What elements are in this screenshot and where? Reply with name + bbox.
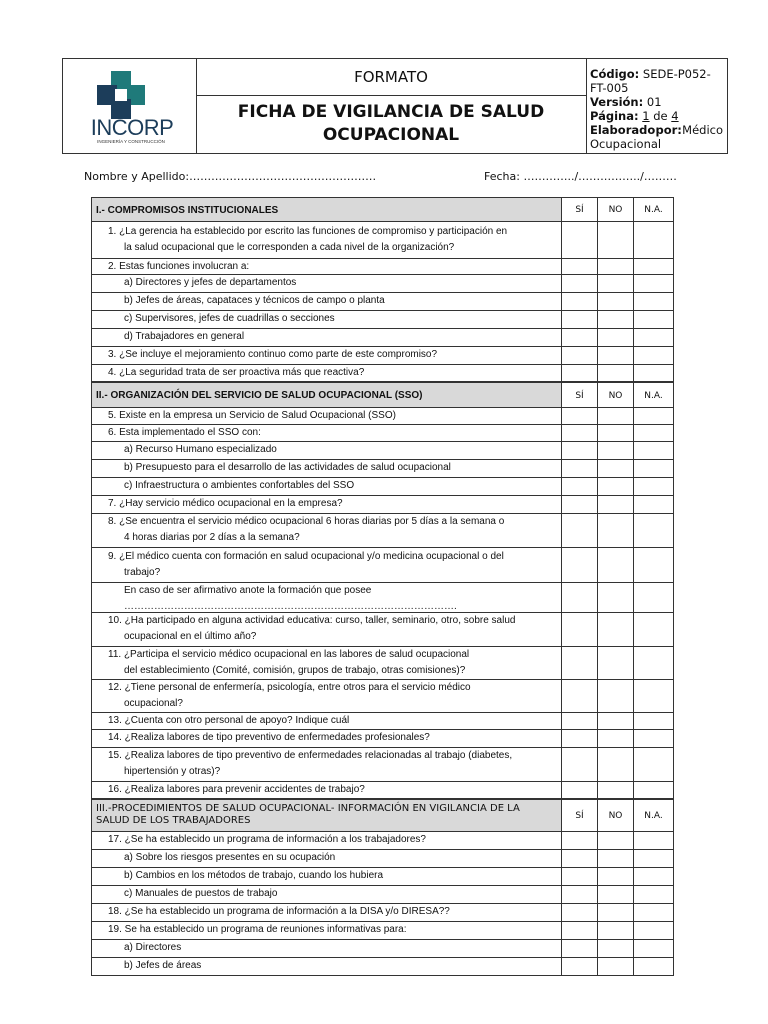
answer-na-cell[interactable]: [634, 514, 673, 547]
question-line: 9. ¿El médico cuenta con formación en salud ocupacional y/o medicina ocupacional o del: [108, 551, 504, 562]
col-header-no: NO: [598, 800, 634, 831]
answer-no-cell[interactable]: [598, 886, 634, 903]
question-text: [92, 329, 562, 346]
answer-si-cell[interactable]: [562, 958, 598, 975]
table-row: [91, 832, 674, 850]
table-row: [91, 713, 674, 730]
answer-si-cell[interactable]: [562, 904, 598, 921]
section-header-row: [91, 799, 674, 832]
table-row: [91, 583, 674, 613]
answer-si-cell[interactable]: [562, 868, 598, 885]
question-line: ocupacional en el último año?: [124, 631, 257, 642]
answer-si-cell[interactable]: [562, 730, 598, 747]
question-line: del establecimiento (Comité, comisión, grupos de trabajo, otras comisiones)?: [124, 665, 466, 676]
answer-na-cell[interactable]: [634, 222, 673, 258]
col-header-si: SÍ: [562, 800, 598, 831]
answer-no-cell[interactable]: [598, 442, 634, 459]
table-row: [91, 347, 674, 365]
question-text: [92, 259, 562, 274]
question-line: ……………………………………………………………………………………….: [124, 601, 457, 612]
answer-na-cell[interactable]: [634, 782, 673, 798]
answer-no-cell[interactable]: [598, 496, 634, 513]
question-line: la salud ocupacional que le corresponden a cada nivel de la organización?: [124, 242, 455, 253]
table-row: [91, 365, 674, 382]
col-header-no: NO: [598, 383, 634, 407]
answer-no-cell[interactable]: [598, 408, 634, 424]
question-line: a) Sobre los riesgos presentes en su ocupación: [124, 852, 336, 863]
answer-no-cell[interactable]: [598, 782, 634, 798]
question-line: 8. ¿Se encuentra el servicio médico ocupacional 6 horas diarias por 5 días a la semana o: [108, 516, 505, 527]
table-row: [91, 222, 674, 259]
col-header-si: SÍ: [562, 383, 598, 407]
answer-na-cell[interactable]: [634, 425, 673, 441]
answer-no-cell[interactable]: [598, 222, 634, 258]
answer-no-cell[interactable]: [598, 311, 634, 328]
table-row: [91, 259, 674, 275]
answer-no-cell[interactable]: [598, 832, 634, 849]
question-line: c) Infraestructura o ambientes confortables del SSO: [124, 480, 355, 491]
answer-na-cell[interactable]: [634, 408, 673, 424]
pagina-num: 1: [642, 109, 650, 123]
answer-si-cell[interactable]: [562, 329, 598, 346]
pagina-label: Página:: [590, 109, 639, 123]
answer-na-cell[interactable]: [634, 583, 673, 612]
answer-si-cell[interactable]: [562, 782, 598, 798]
answer-no-cell[interactable]: [598, 730, 634, 747]
answer-si-cell[interactable]: [562, 940, 598, 957]
answer-no-cell[interactable]: [598, 904, 634, 921]
table-row: [91, 442, 674, 460]
answer-na-cell[interactable]: [634, 613, 673, 646]
table-row: [91, 940, 674, 958]
answer-na-cell[interactable]: [634, 922, 673, 939]
answer-na-cell[interactable]: [634, 548, 673, 582]
question-line: 16. ¿Realiza labores para prevenir accidentes de trabajo?: [108, 784, 365, 795]
answer-na-cell[interactable]: [634, 713, 673, 729]
fecha-field: Fecha: …………../……………../………: [484, 170, 677, 183]
answer-si-cell[interactable]: [562, 259, 598, 274]
answer-si-cell[interactable]: [562, 365, 598, 381]
question-text: [92, 311, 562, 328]
answer-na-cell[interactable]: [634, 347, 673, 364]
question-line: trabajo?: [124, 567, 161, 578]
answer-si-cell[interactable]: [562, 850, 598, 867]
answer-no-cell[interactable]: [598, 868, 634, 885]
answer-no-cell[interactable]: [598, 259, 634, 274]
table-row: [91, 782, 674, 799]
question-text: [92, 425, 562, 441]
question-line: d) Trabajadores en general: [124, 331, 245, 342]
answer-si-cell[interactable]: [562, 583, 598, 612]
question-line: 14. ¿Realiza labores de tipo preventivo de enfermedades profesionales?: [108, 732, 430, 743]
table-row: [91, 647, 674, 680]
company-name: INCORP: [90, 115, 174, 140]
question-line: 1. ¿La gerencia ha establecido por escrito las funciones de compromiso y participación en: [108, 226, 508, 237]
answer-na-cell[interactable]: [634, 886, 673, 903]
answer-na-cell[interactable]: [634, 365, 673, 381]
version-label: Versión:: [590, 95, 644, 109]
table-row: [91, 425, 674, 442]
answer-si-cell[interactable]: [562, 496, 598, 513]
question-line: c) Manuales de puestos de trabajo: [124, 888, 278, 899]
answer-na-cell[interactable]: [634, 442, 673, 459]
question-line: 4. ¿La seguridad trata de ser proactiva más que reactiva?: [108, 367, 365, 378]
question-line: b) Jefes de áreas, capataces y técnicos de campo o planta: [124, 295, 385, 306]
table-row: [91, 408, 674, 425]
answer-si-cell[interactable]: [562, 713, 598, 729]
answer-no-cell[interactable]: [598, 347, 634, 364]
question-text: [92, 730, 562, 747]
section-title-text: II.- ORGANIZACIÓN DEL SERVICIO DE SALUD OCUPACIONAL (SSO): [96, 390, 423, 401]
answer-no-cell[interactable]: [598, 940, 634, 957]
answer-na-cell[interactable]: [634, 329, 673, 346]
answer-si-cell[interactable]: [562, 408, 598, 424]
question-text: [92, 647, 562, 679]
elaborado-value: Médico: [682, 123, 723, 137]
question-line: 5. Existe en la empresa un Servicio de Salud Ocupacional (SSO): [108, 410, 396, 421]
question-text: [92, 832, 562, 849]
question-line: 15. ¿Realiza labores de tipo preventivo de enfermedades relacionadas al trabajo (diabetes,: [108, 750, 513, 761]
answer-si-cell[interactable]: [562, 460, 598, 477]
answer-na-cell[interactable]: [634, 748, 673, 781]
question-line: 18. ¿Se ha establecido un programa de información a la DISA y/o DIRESA??: [108, 906, 450, 917]
version-value: 01: [646, 95, 662, 109]
question-text: [92, 958, 562, 975]
answer-na-cell[interactable]: [634, 958, 673, 975]
answer-si-cell[interactable]: [562, 425, 598, 441]
table-row: [91, 958, 674, 976]
answer-na-cell[interactable]: [634, 680, 673, 712]
question-line: En caso de ser afirmativo anote la formación que posee: [124, 585, 372, 596]
answer-no-cell[interactable]: [598, 680, 634, 712]
codigo-value: SEDE-P052-FT-005: [590, 67, 711, 95]
table-row: [91, 886, 674, 904]
answer-no-cell[interactable]: [598, 613, 634, 646]
table-row: [91, 850, 674, 868]
table-row: [91, 329, 674, 347]
table-row: [91, 311, 674, 329]
question-text: [92, 922, 562, 939]
answer-si-cell[interactable]: [562, 275, 598, 292]
question-text: [92, 222, 562, 258]
answer-no-cell[interactable]: [598, 850, 634, 867]
question-line: 4 horas diarias por 2 días a la semana?: [124, 532, 300, 543]
answer-si-cell[interactable]: [562, 347, 598, 364]
answer-si-cell[interactable]: [562, 514, 598, 547]
section-header-row: [91, 197, 674, 222]
answer-na-cell[interactable]: [634, 940, 673, 957]
answer-na-cell[interactable]: [634, 293, 673, 310]
section-header-row: [91, 382, 674, 408]
page-title: [196, 96, 586, 153]
answer-no-cell[interactable]: [598, 713, 634, 729]
col-header-na: N.A.: [634, 383, 673, 407]
answer-no-cell[interactable]: [598, 548, 634, 582]
answer-si-cell[interactable]: [562, 311, 598, 328]
answer-na-cell[interactable]: [634, 275, 673, 292]
answer-si-cell[interactable]: [562, 442, 598, 459]
question-line: 10. ¿Ha participado en alguna actividad educativa: curso, taller, seminario, otro, sobre salud: [108, 615, 516, 626]
document-header: [62, 58, 728, 154]
question-line: a) Recurso Humano especializado: [124, 444, 277, 455]
question-line: 2. Estas funciones involucran a:: [108, 261, 250, 272]
answer-no-cell[interactable]: [598, 478, 634, 495]
answer-na-cell[interactable]: [634, 904, 673, 921]
table-row: [91, 514, 674, 548]
question-text: [92, 548, 562, 582]
answer-no-cell[interactable]: [598, 329, 634, 346]
table-row: [91, 613, 674, 647]
table-row: [91, 904, 674, 922]
answer-na-cell[interactable]: [634, 259, 673, 274]
question-text: [92, 293, 562, 310]
question-text: [92, 478, 562, 495]
question-line: 13. ¿Cuenta con otro personal de apoyo? Indique cuál: [108, 715, 350, 726]
section-title: [92, 198, 562, 221]
company-logo-icon: [97, 71, 145, 119]
question-text: [92, 442, 562, 459]
elaborado-por: por:: [655, 123, 682, 137]
codigo-label: Código:: [590, 67, 640, 81]
title-line-1: FICHA DE VIGILANCIA DE SALUD: [237, 102, 545, 122]
col-header-na: N.A.: [634, 800, 673, 831]
answer-si-cell[interactable]: [562, 832, 598, 849]
question-text: [92, 886, 562, 903]
answer-na-cell[interactable]: [634, 311, 673, 328]
answer-na-cell[interactable]: [634, 478, 673, 495]
answer-na-cell[interactable]: [634, 850, 673, 867]
answer-na-cell[interactable]: [634, 460, 673, 477]
question-text: [92, 365, 562, 381]
col-header-no: NO: [598, 198, 634, 221]
answer-no-cell[interactable]: [598, 293, 634, 310]
table-row: [91, 478, 674, 496]
table-row: [91, 548, 674, 583]
question-text: [92, 347, 562, 364]
question-text: [92, 940, 562, 957]
col-header-na: N.A.: [634, 198, 673, 221]
answer-no-cell[interactable]: [598, 647, 634, 679]
answer-na-cell[interactable]: [634, 730, 673, 747]
question-line: ocupacional?: [124, 698, 183, 709]
elaborado-value-2: Ocupacional: [590, 137, 662, 151]
answer-si-cell[interactable]: [562, 886, 598, 903]
question-line: b) Presupuesto para el desarrollo de las actividades de salud ocupacional: [124, 462, 451, 473]
answer-no-cell[interactable]: [598, 365, 634, 381]
elaborado-label: Elaborado: [590, 123, 656, 137]
table-row: [91, 922, 674, 940]
answer-si-cell[interactable]: [562, 647, 598, 679]
question-text: [92, 850, 562, 867]
question-text: [92, 868, 562, 885]
question-line: a) Directores y jefes de departamentos: [124, 277, 297, 288]
question-text: [92, 713, 562, 729]
question-line: a) Directores: [124, 942, 182, 953]
answer-no-cell[interactable]: [598, 583, 634, 612]
document-meta: [586, 59, 727, 153]
answer-no-cell[interactable]: [598, 275, 634, 292]
nombre-field: Nombre y Apellido:……………………………………………: [84, 170, 377, 183]
answer-si-cell[interactable]: [562, 922, 598, 939]
answer-si-cell[interactable]: [562, 222, 598, 258]
question-text: [92, 748, 562, 781]
question-text: [92, 275, 562, 292]
table-row: [91, 868, 674, 886]
pagina-total: 4: [671, 109, 679, 123]
question-text: [92, 583, 562, 612]
answer-no-cell[interactable]: [598, 958, 634, 975]
company-subtitle: INGENIERÍA Y CONSTRUCCIÓN: [97, 139, 165, 144]
question-text: [92, 782, 562, 798]
question-line: b) Cambios en los métodos de trabajo, cuando los hubiera: [124, 870, 384, 881]
answer-si-cell[interactable]: [562, 548, 598, 582]
question-text: [92, 496, 562, 513]
answer-si-cell[interactable]: [562, 748, 598, 781]
answer-no-cell[interactable]: [598, 460, 634, 477]
question-line: c) Supervisores, jefes de cuadrillas o secciones: [124, 313, 335, 324]
question-text: [92, 408, 562, 424]
question-line: 11. ¿Participa el servicio médico ocupacional en las labores de salud ocupacional: [108, 649, 470, 660]
question-line: hipertensión y otras)?: [124, 766, 221, 777]
answer-no-cell[interactable]: [598, 922, 634, 939]
answer-no-cell[interactable]: [598, 748, 634, 781]
table-row: [91, 496, 674, 514]
col-header-si: SÍ: [562, 198, 598, 221]
answer-si-cell[interactable]: [562, 680, 598, 712]
formato-label: FORMATO: [196, 59, 586, 96]
answer-si-cell[interactable]: [562, 293, 598, 310]
question-text: [92, 460, 562, 477]
question-line: 12. ¿Tiene personal de enfermería, psicología, entre otros para el servicio médico: [108, 682, 471, 693]
answer-na-cell[interactable]: [634, 832, 673, 849]
question-line: 19. Se ha establecido un programa de reuniones informativas para:: [108, 924, 407, 935]
logo-cell: [63, 59, 197, 153]
question-line: 3. ¿Se incluye el mejoramiento continuo como parte de este compromiso?: [108, 349, 438, 360]
section-title: [92, 800, 562, 831]
answer-no-cell[interactable]: [598, 425, 634, 441]
section-title-text: I.- COMPROMISOS INSTITUCIONALES: [96, 205, 279, 216]
question-text: [92, 613, 562, 646]
title-line-2: OCUPACIONAL: [322, 125, 460, 145]
table-row: [91, 748, 674, 782]
question-text: [92, 514, 562, 547]
answer-si-cell[interactable]: [562, 613, 598, 646]
question-line: 7. ¿Hay servicio médico ocupacional en la empresa?: [108, 498, 343, 509]
question-text: [92, 904, 562, 921]
section-title-text: III.-PROCEDIMIENTOS DE SALUD OCUPACIONAL- INFORMACIÓN EN VIGILANCIA DE LA: [96, 803, 520, 814]
answer-na-cell[interactable]: [634, 647, 673, 679]
question-line: 17. ¿Se ha establecido un programa de información a los trabajadores?: [108, 834, 426, 845]
section-title-text-2: SALUD DE LOS TRABAJADORES: [96, 815, 251, 826]
question-line: 6. Esta implementado el SSO con:: [108, 427, 261, 438]
answer-no-cell[interactable]: [598, 514, 634, 547]
title-cell: [196, 59, 587, 153]
table-row: [91, 680, 674, 713]
section-title: [92, 383, 562, 407]
pagina-de: de: [653, 109, 668, 123]
table-row: [91, 293, 674, 311]
table-row: [91, 460, 674, 478]
table-row: [91, 275, 674, 293]
question-text: [92, 680, 562, 712]
answer-na-cell[interactable]: [634, 496, 673, 513]
answer-na-cell[interactable]: [634, 868, 673, 885]
answer-si-cell[interactable]: [562, 478, 598, 495]
table-row: [91, 730, 674, 748]
question-line: b) Jefes de áreas: [124, 960, 202, 971]
